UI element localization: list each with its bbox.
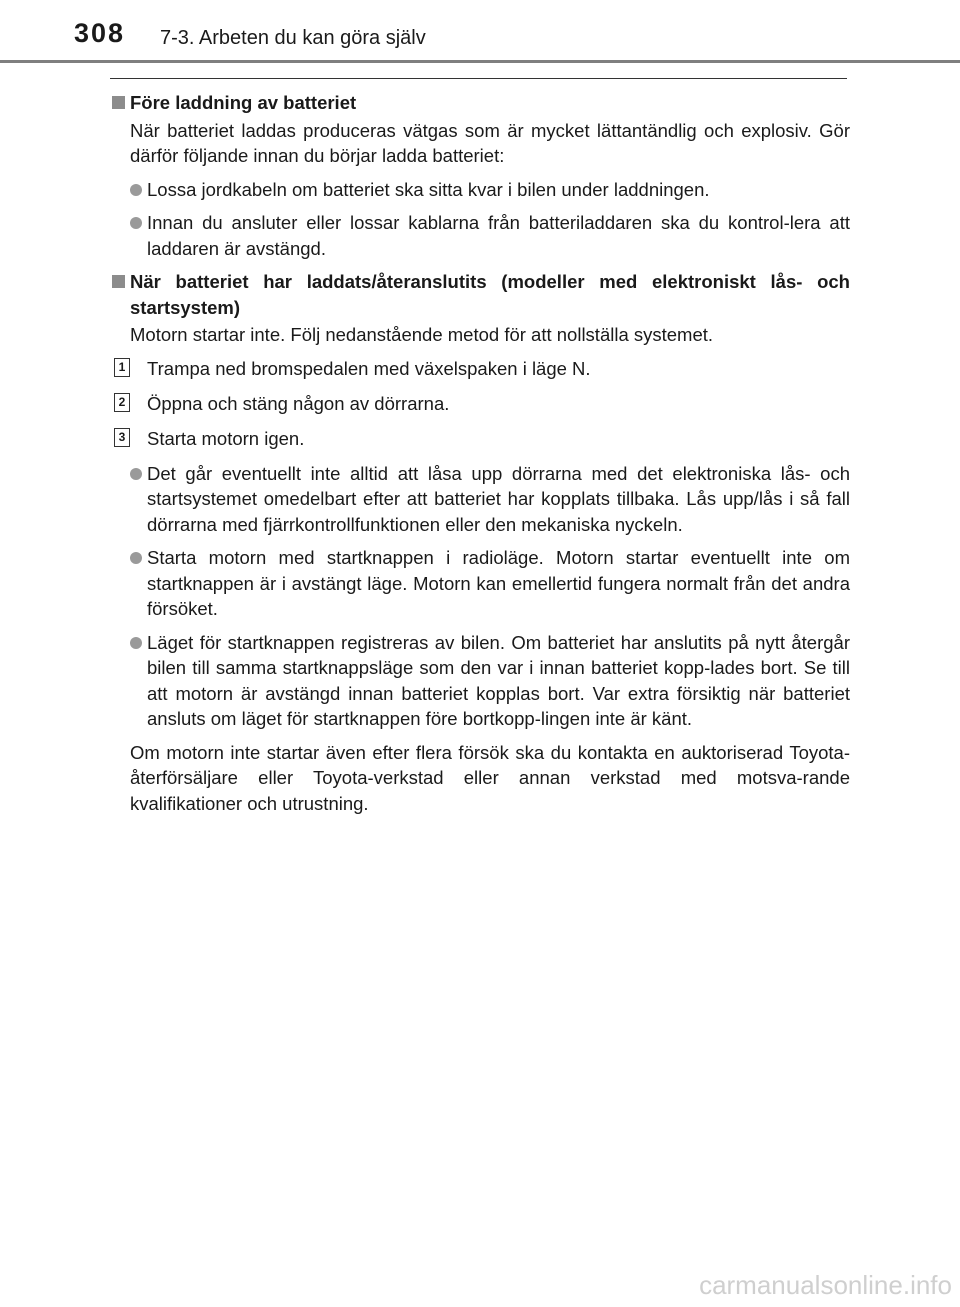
chapter-title: 7-3. Arbeten du kan göra själv	[160, 27, 426, 49]
page-header	[0, 0, 960, 62]
list-item	[112, 545, 850, 622]
step-item	[112, 356, 850, 381]
step-number: 2	[114, 393, 130, 412]
list-item-text: Det går eventuellt inte alltid att låsa upp dörrarna med det elektroniska lås- och startsystemet omedelbart efter att batteriet har kopplats tillbaka. Lås upp/lås i så fall dörrarna med fjärrkontrollfunktionen eller den mekaniska nyckeln.	[147, 462, 850, 535]
square-bullet-icon	[112, 275, 125, 288]
section-title-text: Före laddning av batteriet	[130, 92, 357, 113]
step-text: Trampa ned bromspedalen med växelspaken i läge N.	[147, 357, 591, 379]
step-number: 1	[114, 358, 130, 377]
watermark: carmanualsonline.info	[699, 1270, 952, 1300]
section-title-text: När batteriet har laddats/återanslutits (modeller med elektroniskt lås- och startsystem)	[130, 271, 850, 318]
list-item-text: Läget för startknappen registreras av bilen. Om batteriet har anslutits på nytt återgår bilen till samma startknappsläge som den var i innan batteriet kopp-lades bort. Se till att motorn är avstängd innan batteriet kopplas bort. Var extra försiktig när batteriet ansluts om läget för startknappen före bortkopp-lingen inte är känt.	[147, 631, 850, 729]
circle-bullet-icon	[130, 637, 142, 649]
section-intro: När batteriet laddas produceras vätgas som är mycket lättantändlig och explosiv. Gör därför följande innan du börjar ladda batteriet:	[130, 119, 850, 166]
list-item	[112, 461, 850, 538]
circle-bullet-icon	[130, 552, 142, 564]
section-title	[112, 269, 850, 320]
step-number: 3	[114, 428, 130, 447]
section-intro: Motorn startar inte. Följ nedanstående metod för att nollställa systemet.	[130, 324, 714, 345]
list-item	[112, 630, 850, 732]
step-text: Öppna och stäng någon av dörrarna.	[147, 392, 450, 414]
step-item	[112, 426, 850, 451]
header-divider	[0, 60, 960, 63]
square-bullet-icon	[112, 96, 125, 109]
page-number: 308	[74, 18, 126, 48]
list-item	[112, 210, 850, 261]
list-item-text: Starta motorn med startknappen i radioläge. Motorn startar eventuellt inte om startknappen är i avstängt läge. Motorn kan emellertid fungera normalt från det andra försöket.	[147, 547, 850, 619]
closing-paragraph: Om motorn inte startar även efter flera försök ska du kontakta en auktoriserad Toyota-återförsäljare eller Toyota-verkstad eller annan verkstad med motsva-rande kvalifikationer och utrustning.	[130, 741, 850, 814]
list-item-text: Lossa jordkabeln om batteriet ska sitta kvar i bilen under laddningen.	[147, 178, 710, 200]
step-item	[112, 391, 850, 416]
list-item-text: Innan du ansluter eller lossar kablarna från batteriladdaren ska du kontrol-lera att laddaren är avstängd.	[147, 212, 850, 259]
circle-bullet-icon	[130, 184, 142, 196]
step-text: Starta motorn igen.	[147, 427, 305, 449]
content-top-rule	[110, 78, 847, 79]
circle-bullet-icon	[130, 217, 142, 229]
circle-bullet-icon	[130, 468, 142, 480]
list-item	[112, 177, 850, 203]
page-content	[112, 90, 850, 824]
section-title	[112, 90, 850, 116]
